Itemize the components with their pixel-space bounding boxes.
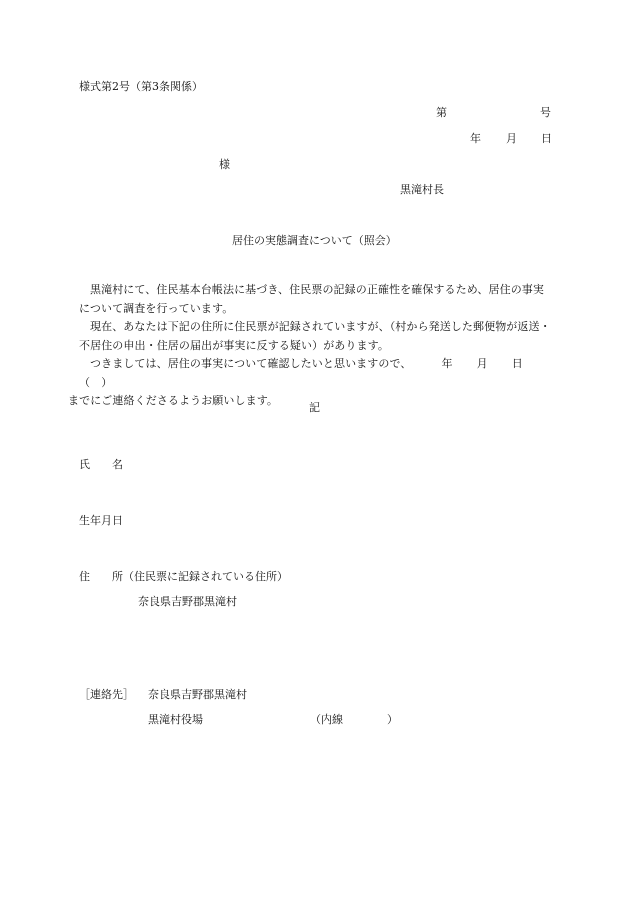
sender: 黒滝村長 xyxy=(400,183,444,196)
document-title: 居住の実態調査について（照会） xyxy=(232,234,397,247)
deadline-day: 日（ ） xyxy=(79,357,523,389)
ki-marker: 記 xyxy=(309,401,320,414)
addressee-suffix: 様 xyxy=(219,158,230,171)
body-paragraph-3-end: までにご連絡くださるようお願いします。 xyxy=(68,394,279,407)
doc-number-suffix: 号 xyxy=(540,106,551,119)
birthdate-label: 生年月日 xyxy=(79,514,123,527)
address-label: 住 所（住民票に記録されている住所） xyxy=(79,570,288,583)
body-text xyxy=(68,281,551,411)
body-paragraph-2: 現在、あなたは下記の住所に住民票が記録されていますが、（村から発送した郵便物が返送・不居住の申出・住居の届出が事実に反する疑い）があります。 xyxy=(79,320,551,352)
contact-extension: （内線 ） xyxy=(310,713,398,726)
body-paragraph-3-start: つきましては、居住の事実について確認したいと思いますので、 xyxy=(90,357,412,370)
name-label: 氏 名 xyxy=(79,458,123,471)
doc-number-prefix: 第 xyxy=(436,106,447,119)
contact-office: 黒滝村役場 xyxy=(148,713,203,726)
contact-address: 奈良県吉野郡黒滝村 xyxy=(148,688,247,701)
date-day: 日 xyxy=(541,132,552,145)
date-month: 月 xyxy=(506,132,517,145)
deadline-month: 月 xyxy=(476,357,488,370)
address-value: 奈良県吉野郡黒滝村 xyxy=(138,595,237,608)
deadline-year: 年 xyxy=(441,357,453,370)
body-paragraph-1: 黒滝村にて、住民基本台帳法に基づき、住民票の記録の正確性を確保するため、居住の事実について調査を行っています。 xyxy=(79,283,544,315)
date-year: 年 xyxy=(470,132,481,145)
form-number: 様式第2号（第3条関係） xyxy=(79,80,203,93)
contact-label: ［連絡先］ xyxy=(79,688,134,701)
